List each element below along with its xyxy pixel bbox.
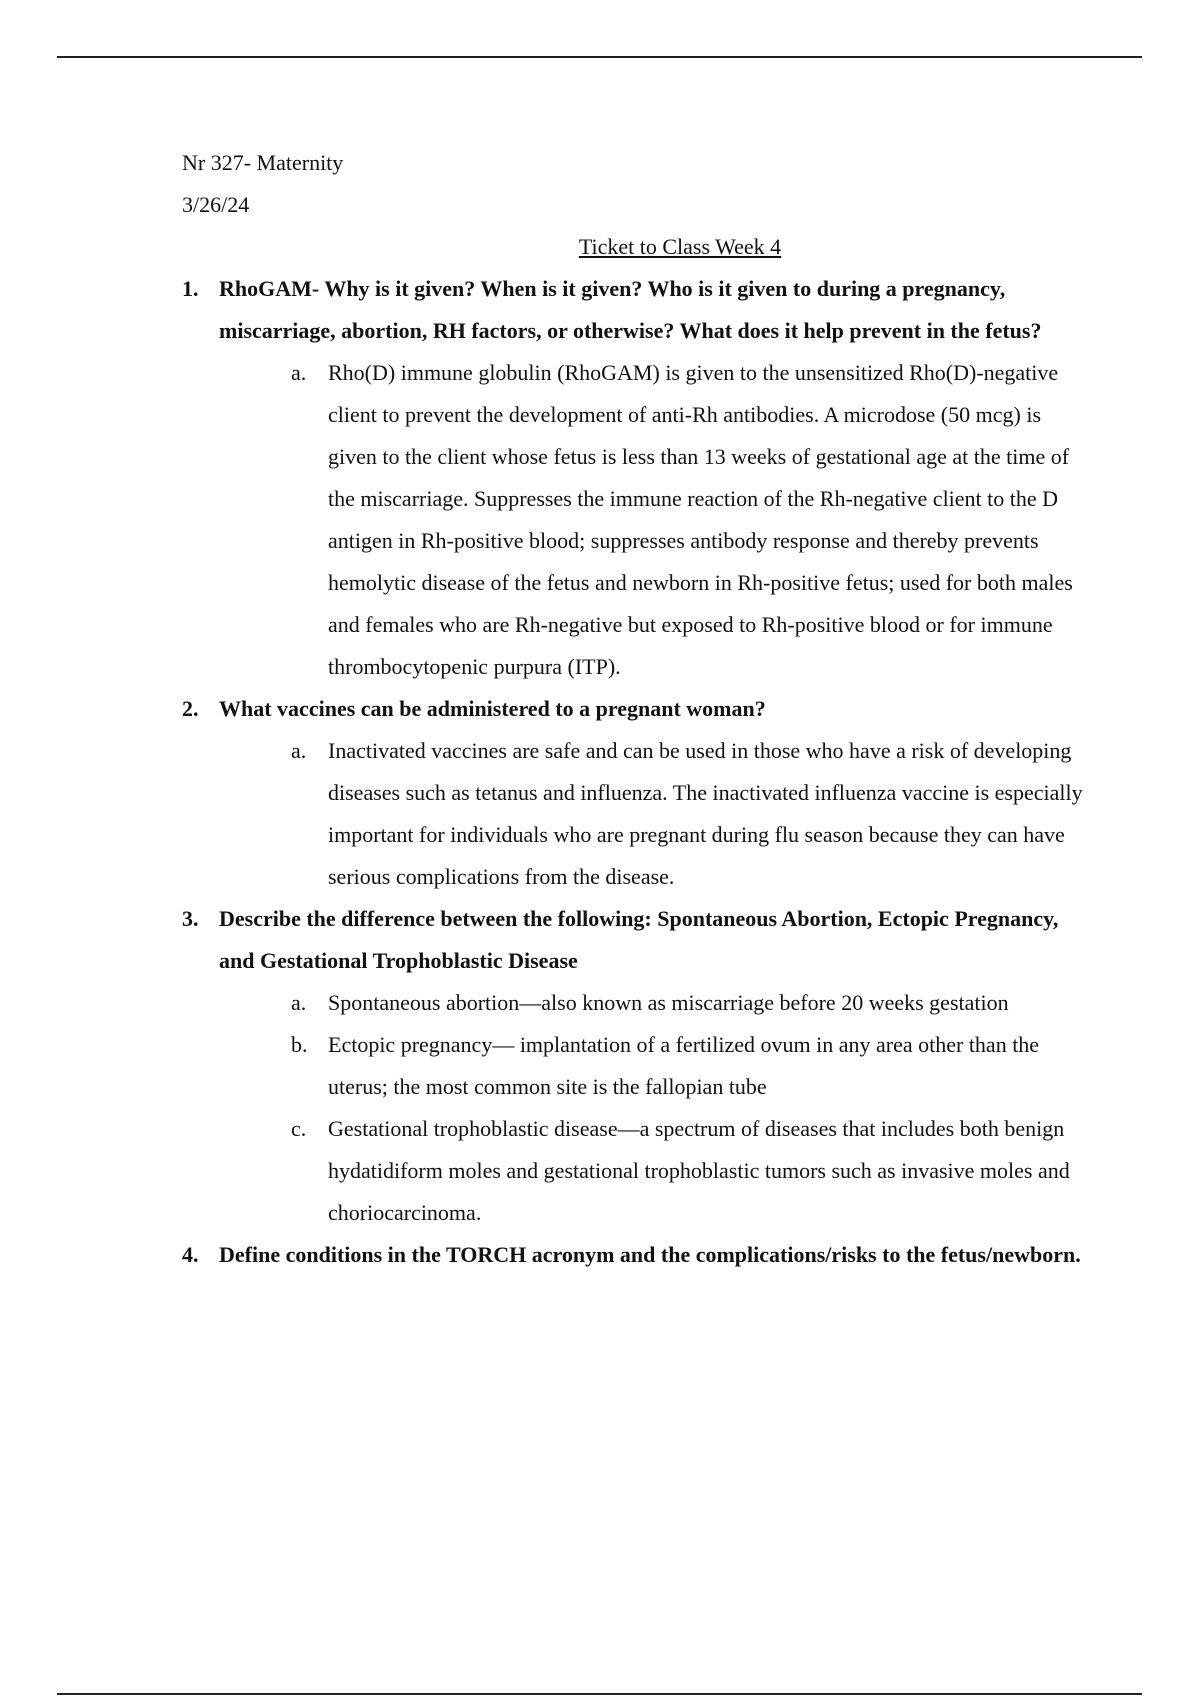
- question-item: [182, 1234, 1088, 1276]
- question-number: 4.: [182, 1242, 199, 1267]
- answer-list: [219, 730, 1088, 898]
- document-title: Ticket to Class Week 4: [578, 234, 782, 259]
- top-rule: [57, 56, 1142, 58]
- answer-letter: c.: [291, 1116, 307, 1141]
- answer-item: [291, 982, 1088, 1024]
- course-name: Nr 327- Maternity: [182, 150, 344, 175]
- question-text: What vaccines can be administered to a pregnant woman?: [219, 696, 766, 721]
- question-item: [182, 688, 1088, 898]
- answer-letter: a.: [291, 360, 307, 385]
- question-list: [182, 268, 1088, 1276]
- answer-text: Ectopic pregnancy— implantation of a fertilized ovum in any area other than the uterus; the most common site is the fallopian tube: [328, 1032, 1040, 1099]
- answer-list: [219, 982, 1088, 1234]
- question-number: 3.: [182, 906, 199, 931]
- question-number: 2.: [182, 696, 199, 721]
- question-item: [182, 898, 1088, 1234]
- document-page: [182, 142, 1088, 1276]
- answer-item: [291, 730, 1088, 898]
- answer-text: Gestational trophoblastic disease—a spectrum of diseases that includes both benign hydatidiform moles and gestational trophoblastic tumors such as invasive moles and choriocarcinoma.: [328, 1116, 1070, 1225]
- document-date: 3/26/24: [182, 192, 250, 217]
- answer-text: Rho(D) immune globulin (RhoGAM) is given to the unsensitized Rho(D)-negative client to prevent the development of anti-Rh antibodies. A microdose (50 mcg) is given to the client whose fetus is less than 13 weeks of gestational age at the time of the miscarriage. Suppresses the immune reaction of the Rh-negative client to the D antigen in Rh-positive blood; suppresses antibody response and thereby prevents hemolytic disease of the fetus and newborn in Rh-positive fetus; used for both males and females who are Rh-negative but exposed to Rh-positive blood or for immune thrombocytopenic purpura (ITP).: [328, 360, 1073, 679]
- answer-item: [291, 352, 1088, 688]
- answer-item: [291, 1024, 1088, 1108]
- question-text: Define conditions in the TORCH acronym and the complications/risks to the fetus/newborn.: [219, 1242, 1081, 1267]
- bottom-rule: [57, 1693, 1142, 1695]
- question-number: 1.: [182, 276, 199, 301]
- answer-item: [291, 1108, 1088, 1234]
- answer-letter: a.: [291, 738, 307, 763]
- question-text: RhoGAM- Why is it given? When is it given? Who is it given to during a pregnancy, miscarriage, abortion, RH factors, or otherwise? What does it help prevent in the fetus?: [219, 276, 1042, 343]
- answer-list: [219, 352, 1088, 688]
- question-text: Describe the difference between the following: Spontaneous Abortion, Ectopic Pregnancy, and Gestational Trophoblastic Disease: [219, 906, 1059, 973]
- answer-letter: b.: [291, 1032, 308, 1057]
- question-item: [182, 268, 1088, 688]
- answer-text: Inactivated vaccines are safe and can be used in those who have a risk of developing diseases such as tetanus and influenza. The inactivated influenza vaccine is especially important for individuals who are pregnant during flu season because they can have serious complications from the disease.: [328, 738, 1083, 889]
- answer-text: Spontaneous abortion—also known as miscarriage before 20 weeks gestation: [328, 990, 1009, 1015]
- answer-letter: a.: [291, 990, 307, 1015]
